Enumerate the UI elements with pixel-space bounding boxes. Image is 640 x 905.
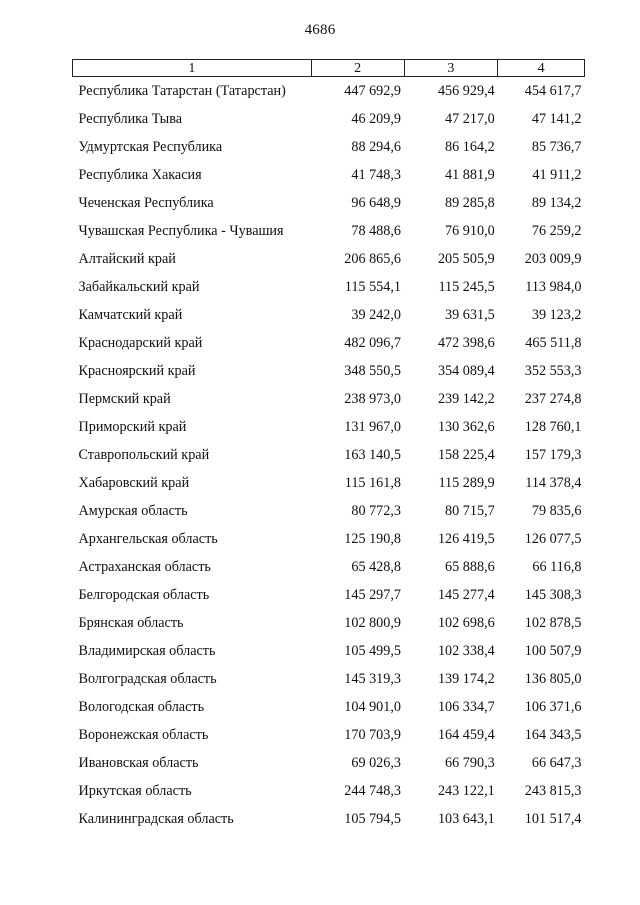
table-row [73,777,585,805]
budget-table [72,59,585,833]
column-header-4: 4 [498,60,585,77]
table-body [73,77,585,834]
value-col-4-cell: 101 517,4 [524,811,582,827]
table-header-row [73,60,585,77]
region-name-cell: Архангельская область [78,531,218,547]
value-col-3-cell: 103 643,1 [437,811,495,827]
value-col-2-cell: 206 865,6 [344,251,401,267]
region-name-cell: Хабаровский край [78,475,190,491]
table-row [73,161,585,189]
region-name-cell: Волгоградская область [78,671,217,687]
value-col-2-cell: 104 901,0 [344,699,401,715]
value-col-4-cell: 66 116,8 [532,559,582,575]
table-row [73,217,585,245]
table-row [73,665,585,693]
value-col-3-cell: 115 289,9 [438,475,495,491]
value-col-4-cell: 47 141,2 [531,111,582,127]
value-col-2-cell: 65 428,8 [351,559,401,575]
value-col-3-cell: 102 338,4 [437,643,495,659]
value-col-3-cell: 86 164,2 [445,139,495,155]
value-col-2-cell: 145 319,3 [344,671,401,687]
region-name-cell: Республика Тыва [78,111,183,127]
region-name-cell: Республика Татарстан (Татарстан) [78,83,286,99]
table-row [73,581,585,609]
value-col-3-cell: 456 929,4 [437,83,495,99]
table-row [73,693,585,721]
value-col-2-cell: 125 190,8 [344,531,401,547]
value-col-3-cell: 130 362,6 [437,419,495,435]
region-name-cell: Иркутская область [78,783,192,799]
region-name-cell: Воронежская область [78,727,209,743]
value-col-4-cell: 136 805,0 [524,671,582,687]
value-col-3-cell: 243 122,1 [437,783,495,799]
region-name-cell: Ивановская область [78,755,199,771]
region-name-cell: Приморский край [78,419,187,435]
value-col-4-cell: 79 835,6 [531,503,582,519]
value-col-3-cell: 102 698,6 [437,615,495,631]
region-name-cell: Республика Хакасия [78,167,202,183]
value-col-3-cell: 66 790,3 [445,755,495,771]
region-name-cell: Краснодарский край [78,335,203,351]
column-header-3: 3 [404,60,498,77]
value-col-2-cell: 447 692,9 [344,83,401,99]
region-name-cell: Белгородская область [78,587,210,603]
value-col-3-cell: 205 505,9 [437,251,495,267]
value-col-4-cell: 157 179,3 [524,447,582,463]
value-col-2-cell: 80 772,3 [351,503,401,519]
value-col-4-cell: 145 308,3 [524,587,582,603]
value-col-4-cell: 106 371,6 [524,699,582,715]
table-row [73,413,585,441]
value-col-2-cell: 46 209,9 [351,111,401,127]
value-col-3-cell: 354 089,4 [437,363,495,379]
value-col-2-cell: 238 973,0 [344,391,401,407]
value-col-3-cell: 65 888,6 [445,559,495,575]
value-col-2-cell: 105 499,5 [344,643,401,659]
value-col-3-cell: 139 174,2 [437,671,495,687]
region-name-cell: Амурская область [78,503,188,519]
value-col-2-cell: 39 242,0 [351,307,401,323]
table-row [73,385,585,413]
value-col-3-cell: 106 334,7 [437,699,495,715]
value-col-4-cell: 454 617,7 [524,83,582,99]
table-row [73,273,585,301]
value-col-3-cell: 89 285,8 [445,195,495,211]
value-col-2-cell: 244 748,3 [344,783,401,799]
region-name-cell: Брянская область [78,615,184,631]
value-col-2-cell: 348 550,5 [344,363,401,379]
value-col-4-cell: 85 736,7 [531,139,582,155]
value-col-4-cell: 164 343,5 [524,727,582,743]
value-col-2-cell: 78 488,6 [351,223,401,239]
table-row [73,357,585,385]
value-col-4-cell: 128 760,1 [524,419,582,435]
value-col-3-cell: 164 459,4 [437,727,495,743]
region-name-cell: Пермский край [78,391,171,407]
value-col-3-cell: 145 277,4 [437,587,495,603]
table-row [73,609,585,637]
value-col-2-cell: 163 140,5 [344,447,401,463]
value-col-3-cell: 239 142,2 [437,391,495,407]
value-col-2-cell: 88 294,6 [351,139,401,155]
column-header-1: 1 [73,60,312,77]
region-name-cell: Камчатский край [78,307,183,323]
table-row [73,553,585,581]
region-name-cell: Чеченская Республика [78,195,214,211]
value-col-4-cell: 100 507,9 [524,643,582,659]
region-name-cell: Вологодская область [78,699,205,715]
value-col-2-cell: 170 703,9 [344,727,401,743]
value-col-2-cell: 115 554,1 [344,279,401,295]
value-col-3-cell: 115 245,5 [438,279,495,295]
table-row [73,441,585,469]
region-name-cell: Астраханская область [78,559,211,575]
value-col-2-cell: 145 297,7 [344,587,401,603]
value-col-4-cell: 203 009,9 [524,251,582,267]
value-col-4-cell: 89 134,2 [531,195,582,211]
region-name-cell: Чувашская Республика - Чувашия [78,223,284,239]
value-col-3-cell: 39 631,5 [445,307,495,323]
value-col-3-cell: 47 217,0 [445,111,495,127]
value-col-2-cell: 482 096,7 [344,335,401,351]
value-col-3-cell: 158 225,4 [437,447,495,463]
value-col-4-cell: 41 911,2 [532,167,582,183]
value-col-4-cell: 113 984,0 [525,279,582,295]
table-row [73,301,585,329]
table-row [73,721,585,749]
value-col-4-cell: 465 511,8 [525,335,582,351]
value-col-3-cell: 472 398,6 [437,335,495,351]
page-number: 4686 [304,22,336,38]
table-row [73,469,585,497]
region-name-cell: Удмуртская Республика [78,139,223,155]
value-col-4-cell: 102 878,5 [524,615,582,631]
value-col-3-cell: 41 881,9 [445,167,495,183]
value-col-2-cell: 41 748,3 [351,167,401,183]
value-col-4-cell: 352 553,3 [524,363,582,379]
value-col-2-cell: 96 648,9 [351,195,401,211]
value-col-4-cell: 114 378,4 [525,475,582,491]
table-row [73,133,585,161]
region-name-cell: Калининградская область [78,811,234,827]
value-col-2-cell: 131 967,0 [344,419,401,435]
value-col-2-cell: 102 800,9 [344,615,401,631]
value-col-2-cell: 105 794,5 [344,811,401,827]
table-row [73,497,585,525]
value-col-4-cell: 76 259,2 [531,223,582,239]
region-name-cell: Ставропольский край [78,447,210,463]
value-col-3-cell: 76 910,0 [445,223,495,239]
value-col-3-cell: 126 419,5 [437,531,495,547]
value-col-4-cell: 126 077,5 [524,531,582,547]
value-col-4-cell: 66 647,3 [531,755,582,771]
table-row [73,525,585,553]
table-row [73,189,585,217]
value-col-4-cell: 39 123,2 [531,307,582,323]
region-name-cell: Забайкальский край [78,279,200,295]
table-header [73,60,585,77]
value-col-3-cell: 80 715,7 [445,503,495,519]
value-col-4-cell: 243 815,3 [524,783,582,799]
value-col-2-cell: 69 026,3 [351,755,401,771]
region-name-cell: Красноярский край [78,363,196,379]
table-row [73,637,585,665]
table-row [73,749,585,777]
value-col-2-cell: 115 161,8 [344,475,401,491]
table-row [73,329,585,357]
region-name-cell: Владимирская область [78,643,216,659]
table-row [73,805,585,833]
table-row [73,245,585,273]
table-row [73,77,585,106]
region-name-cell: Алтайский край [78,251,176,267]
value-col-4-cell: 237 274,8 [524,391,582,407]
table-row [73,105,585,133]
column-header-2: 2 [311,60,404,77]
